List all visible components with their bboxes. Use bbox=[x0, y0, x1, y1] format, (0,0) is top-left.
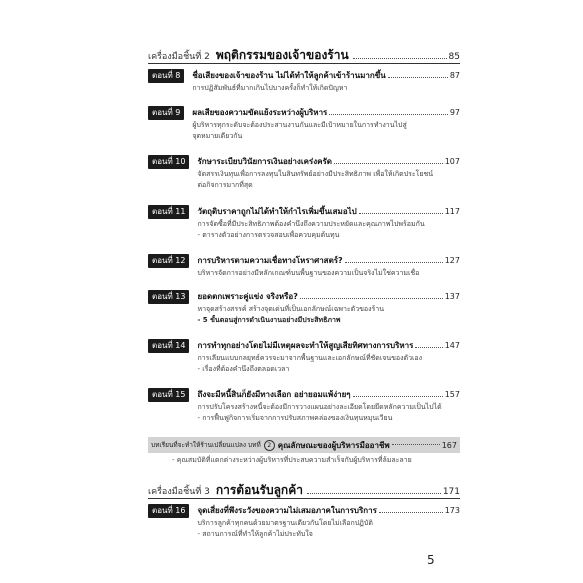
entry-description: จุดหมายเดียวกัน bbox=[192, 132, 243, 140]
entry-description: หาจุดสร้างสรรค์ สร้างจุดเด่นที่เป็นเอกลักษณ์เฉพาะตัวของร้าน bbox=[197, 305, 385, 313]
entry-title: การบริหารตามความเชื่อทางโหราศาสตร์? bbox=[197, 256, 343, 265]
entry-page: 147 bbox=[444, 341, 460, 350]
section-divider bbox=[148, 498, 460, 499]
dot-leader bbox=[334, 163, 443, 164]
entry-description: การปรับโครงสร้างหนี้จะต้องมีการวางแผนอย่างละเอียดโดยยึดหลักความเป็นไปได้ bbox=[197, 403, 442, 411]
toc-entry bbox=[148, 388, 460, 424]
entry-description: บริการลูกค้าทุกคนด้วยมาตรฐานเดียวกันโดยไม่เลือกปฏิบัติ bbox=[197, 519, 373, 527]
section-page: 85 bbox=[448, 52, 460, 62]
toc-entry bbox=[148, 339, 460, 375]
entry-bullet: - สถานการณ์ที่ทำให้ลูกค้าไม่ประทับใจ bbox=[197, 530, 313, 538]
chapter-badge: ตอนที่ 14 bbox=[148, 339, 189, 353]
lesson-page: 167 bbox=[441, 440, 457, 450]
entry-description: การปฏิสัมพันธ์ที่มากเกินไปบางครั้งก็ทำให้เกิดปัญหา bbox=[192, 84, 348, 92]
dot-leader bbox=[353, 396, 443, 397]
lesson-note bbox=[172, 455, 460, 466]
entry-title: จุดเสี่ยงที่พึงระวังของความไม่เสมอภาคในการบริการ bbox=[197, 506, 377, 515]
toc-section-heading bbox=[148, 481, 460, 499]
chapter-badge: ตอนที่ 12 bbox=[148, 254, 189, 268]
entry-title: วัตถุดิบราคาถูกไม่ได้ทำให้กำไรเพิ่มขึ้นเสมอไป bbox=[197, 207, 357, 216]
dot-leader bbox=[415, 347, 442, 348]
chapter-badge: ตอนที่ 13 bbox=[148, 290, 189, 304]
entry-description: ต่อกิจการมากที่สุด bbox=[197, 181, 253, 189]
entry-title: ชื่อเสียงของเจ้าของร้าน ไม่ได้ทำให้ลูกค้าเข้าร้านมากขึ้น bbox=[192, 71, 386, 80]
lesson-number-circle: 2 bbox=[264, 440, 275, 451]
entry-description: การจัดซื้อที่มีประสิทธิภาพต้องคำนึงถึงความประหยัดและคุณภาพไปพร้อมกัน bbox=[197, 220, 425, 228]
entry-description: บริหารจัดการอย่างมีหลักเกณฑ์บนพื้นฐานของความเป็นจริงไม่ใช่ความเชื่อ bbox=[197, 269, 420, 277]
entry-page: 127 bbox=[444, 256, 460, 265]
toc-entry bbox=[148, 504, 460, 540]
section-divider bbox=[148, 63, 460, 64]
entry-page: 117 bbox=[444, 207, 460, 216]
dot-leader bbox=[379, 512, 443, 513]
entry-title: การทำทุกอย่างโดยไม่มีเหตุผลจะทำให้สูญเสียทิศทางการบริหาร bbox=[197, 341, 414, 350]
lesson-highlight-row bbox=[148, 437, 460, 453]
dot-leader bbox=[329, 114, 447, 115]
entry-page: 107 bbox=[444, 157, 460, 166]
dot-leader bbox=[388, 77, 448, 78]
toc-entry bbox=[148, 155, 460, 191]
entry-title: รักษาระเบียบวินัยการเงินอย่างเคร่งครัด bbox=[197, 157, 332, 166]
page-number: 5 bbox=[427, 553, 435, 567]
entry-bullet: - 5 ขั้นตอนสู่การดำเนินงานอย่างมีประสิทธิภาพ bbox=[197, 316, 341, 324]
chapter-badge: ตอนที่ 15 bbox=[148, 388, 189, 402]
lesson-bullet: - คุณสมบัติที่แตกต่างระหว่างผู้บริหารที่ประสบความสำเร็จกับผู้บริหารที่ล้มละลาย bbox=[172, 456, 412, 464]
toc-entry bbox=[148, 290, 460, 326]
entry-description: ผู้บริหารทุกระดับจะต้องประสานงานกันและมีเป้าหมายในการทำงานไปสู่ bbox=[192, 121, 407, 129]
entry-page: 87 bbox=[449, 71, 460, 80]
dot-leader bbox=[353, 58, 447, 59]
dot-leader bbox=[345, 262, 443, 263]
entry-description: จัดสรรเงินทุนเพื่อการลงทุนในสินทรัพย์อย่างมีประสิทธิภาพ เพื่อให้เกิดประโยชน์ bbox=[197, 170, 434, 178]
section-label: เครื่องมือชิ้นที่ 2 bbox=[148, 52, 210, 62]
dot-leader bbox=[392, 444, 440, 445]
entry-title: ยอดตกเพราะคู่แข่ง จริงหรือ? bbox=[197, 292, 298, 301]
dot-leader bbox=[359, 213, 443, 214]
toc-entry bbox=[148, 254, 460, 279]
entry-bullet: - ตารางตัวอย่างการตรวจสอบเพื่อควบคุมต้นทุน bbox=[197, 231, 340, 239]
entry-bullet: - เรื่องที่ต้องคำนึงถึงตลอดเวลา bbox=[197, 365, 290, 373]
entry-title: ผลเสียของความขัดแย้งระหว่างผู้บริหาร bbox=[192, 108, 328, 117]
lesson-title: คุณลักษณะของผู้บริหารมืออาชีพ bbox=[277, 440, 390, 450]
section-title: การต้อนรับลูกค้า bbox=[215, 483, 303, 497]
chapter-badge: ตอนที่ 11 bbox=[148, 205, 189, 219]
toc-entry bbox=[148, 69, 460, 94]
section-title: พฤติกรรมของเจ้าของร้าน bbox=[215, 48, 349, 62]
chapter-badge: ตอนที่ 9 bbox=[148, 106, 184, 120]
lesson-label: บทเรียนที่จะทำให้ร้านเปลี่ยนแปลง บทที่ bbox=[151, 441, 261, 449]
entry-title: ถึงจะมีหนี้สินก็ยังมีทางเลือก อย่ายอมแพ้ง่ายๆ bbox=[197, 390, 351, 399]
toc-section-heading bbox=[148, 46, 460, 64]
section-page: 171 bbox=[442, 487, 460, 497]
dot-leader bbox=[300, 298, 443, 299]
dot-leader bbox=[307, 493, 441, 494]
entry-description: การเลียนแบบกลยุทธ์ควรจะมาจากพื้นฐานและเอกลักษณ์ที่ชัดเจนของตัวเอง bbox=[197, 354, 423, 362]
chapter-badge: ตอนที่ 16 bbox=[148, 504, 189, 518]
entry-bullet: - การฟื้นฟูกิจการเริ่มจากการปรับสภาพคล่องของเงินทุนหมุนเวียน bbox=[197, 414, 393, 422]
toc-entry bbox=[148, 205, 460, 241]
chapter-badge: ตอนที่ 10 bbox=[148, 155, 189, 169]
entry-page: 137 bbox=[444, 292, 460, 301]
entry-page: 157 bbox=[444, 390, 460, 399]
entry-page: 97 bbox=[449, 108, 460, 117]
toc-entry bbox=[148, 106, 460, 142]
entry-page: 173 bbox=[444, 506, 460, 515]
section-label: เครื่องมือชิ้นที่ 3 bbox=[148, 487, 210, 497]
chapter-badge: ตอนที่ 8 bbox=[148, 69, 184, 83]
